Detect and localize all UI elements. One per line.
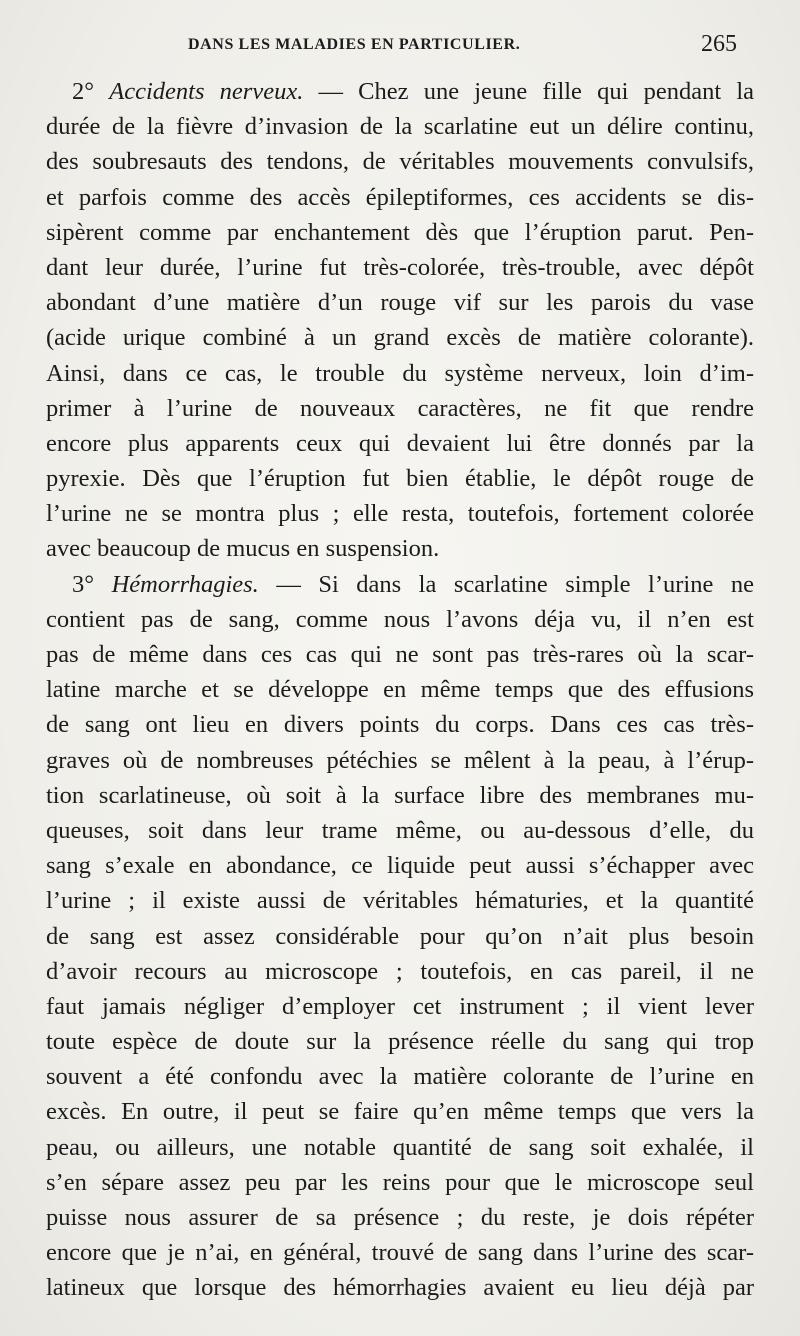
text-line: primer à l’urine de nouveaux caractères, ne fit que rendre	[46, 394, 754, 422]
page-header	[0, 30, 800, 66]
text-line: pas de même dans ces cas qui ne sont pas très-rares où la scar-	[46, 641, 754, 668]
text-line: avec beaucoup de mucus en suspension.	[46, 535, 440, 563]
text-line: tion scarlatineuse, où soit à la surface libre des membranes mu-	[46, 781, 754, 809]
text-line: durée de la fièvre d’invasion de la scarlatine eut un délire continu,	[46, 113, 754, 141]
text-line: puisse nous assurer de sa présence ; du reste, je dois répéter	[46, 1204, 754, 1231]
text-line: peau, ou ailleurs, une notable quantité de sang soit exhalée, il	[46, 1133, 754, 1161]
text-line: queuses, soit dans leur trame même, ou au-dessous d’elle, du	[46, 816, 754, 844]
text-line: sipèrent comme par enchantement dès que l’éruption parut. Pen-	[46, 218, 754, 246]
text-line: Ainsi, dans ce cas, le trouble du système nerveux, loin d’im-	[46, 359, 754, 387]
body-text	[46, 74, 754, 1306]
text-line: faut jamais négliger d’employer cet instrument ; il vient lever	[46, 992, 754, 1020]
text-line: de sang est assez considérable pour qu’on n’ait plus besoin	[46, 922, 754, 950]
text-line: d’avoir recours au microscope ; toutefois, en cas pareil, il ne	[46, 957, 754, 985]
text-line: s’en sépare assez peu par les reins pour que le microscope seul	[46, 1168, 754, 1196]
text-line: abondant d’une matière d’un rouge vif sur les parois du vase	[46, 289, 754, 317]
text-line: et parfois comme des accès épileptiformes, ces accidents se dis-	[46, 183, 754, 211]
section-number: 2°	[72, 78, 95, 105]
text-line: l’urine ne se montra plus ; elle resta, toutefois, fortement colorée	[46, 500, 754, 528]
page-number: 265	[701, 31, 737, 57]
text-line: toute espèce de doute sur la présence réelle du sang qui trop	[46, 1028, 754, 1056]
text-line: l’urine ; il existe aussi de véritables hématuries, et la quantité	[46, 887, 754, 915]
text-line: excès. En outre, il peut se faire qu’en même temps que vers la	[46, 1098, 754, 1126]
section-title: Accidents nerveux.	[109, 78, 304, 105]
text-line: encore que je n’ai, en général, trouvé de sang dans l’urine des scar-	[46, 1239, 754, 1267]
text-line: latine marche et se développe en même temps que des effusions	[46, 676, 754, 704]
text-line: encore plus apparents ceux qui devaient lui être donnés par la	[46, 429, 754, 457]
text-line: (acide urique combiné à un grand excès de matière colorante).	[46, 324, 754, 352]
text-line: souvent a été confondu avec la matière colorante de l’urine en	[46, 1063, 754, 1091]
text-line: des soubresauts des tendons, de véritables mouvements convulsifs,	[46, 148, 754, 176]
text-line: latineux que lorsque des hémorrhagies avaient eu lieu déjà par	[46, 1274, 754, 1302]
text-line: graves où de nombreuses pétéchies se mêlent à la peau, à l’érup-	[46, 746, 754, 774]
text-line: contient pas de sang, comme nous l’avons déja vu, il n’en est	[46, 605, 754, 633]
text-line: sang s’exale en abondance, ce liquide peut aussi s’échapper avec	[46, 852, 754, 880]
running-head: DANS LES MALADIES EN PARTICULIER.	[188, 36, 521, 53]
text-line: pyrexie. Dès que l’éruption fut bien établie, le dépôt rouge de	[46, 465, 754, 493]
line-text: — Chez une jeune fille qui pendant la	[303, 78, 754, 105]
section-title: Hémorrhagies.	[111, 570, 259, 598]
text-line	[46, 74, 754, 109]
line-text: — Si dans la scarlatine simple l’urine ne	[258, 570, 754, 598]
section-number: 3°	[72, 570, 95, 598]
text-line: dant leur durée, l’urine fut très-colorée, très-trouble, avec dépôt	[46, 253, 754, 281]
text-line: de sang ont lieu en divers points du corps. Dans ces cas très-	[46, 711, 754, 739]
text-line	[46, 567, 754, 602]
